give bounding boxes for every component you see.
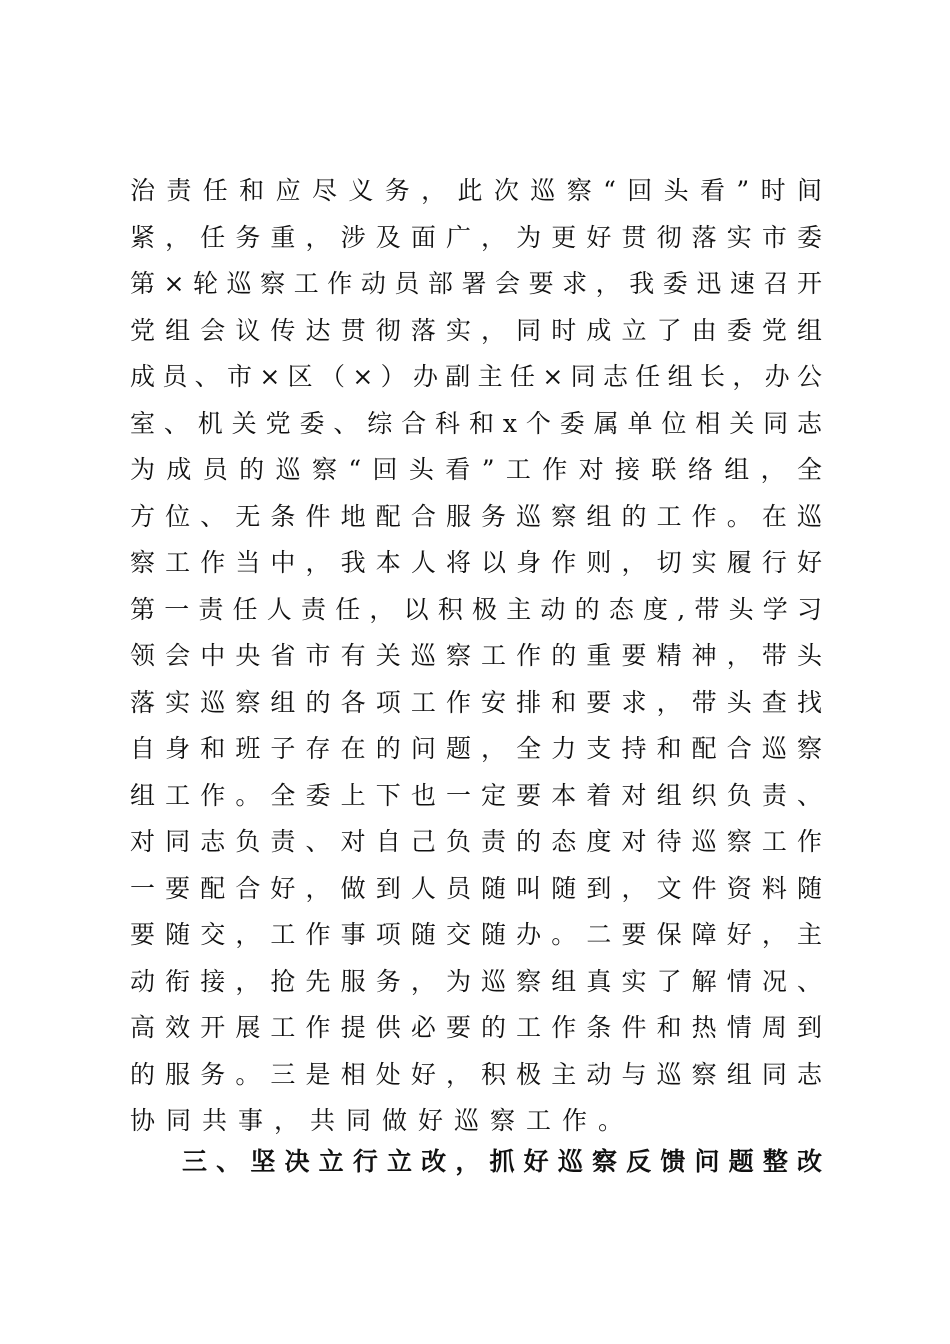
body-line: 的服务。三是相处好，积极主动与巡察组同志: [130, 1059, 822, 1089]
body-line: 成员、市×区（×）办副主任×同志任组长，办公: [130, 362, 822, 391]
body-line: 高效开展工作提供必要的工作条件和热情周到: [130, 1013, 822, 1042]
body-line: 党组会议传达贯彻落实，同时成立了由委党组: [130, 315, 822, 345]
body-line: 一要配合好，做到人员随叫随到，文件资料随: [130, 873, 822, 903]
section-heading: 三、坚决立行立改，抓好巡察反馈问题整改: [182, 1147, 822, 1176]
body-line: 察工作当中，我本人将以身作则，切实履行好: [130, 548, 822, 577]
body-line: 第一责任人责任，以积极主动的态度,带头学习: [130, 594, 822, 624]
body-line: 要随交，工作事项随交随办。二要保障好，主: [130, 920, 822, 949]
body-line: 自身和班子存在的问题，全力支持和配合巡察: [130, 734, 822, 763]
body-line: 协同共事，共同做好巡察工作。: [130, 1106, 635, 1135]
body-line: 动衔接，抢先服务，为巡察组真实了解情况、: [130, 966, 822, 996]
body-line: 组工作。全委上下也一定要本着对组织负责、: [130, 780, 822, 810]
body-line: 紧，任务重，涉及面广，为更好贯彻落实市委: [130, 222, 822, 252]
body-line: 为成员的巡察“回头看”工作对接联络组，全: [130, 455, 822, 484]
body-line: 对同志负责、对自己负责的态度对待巡察工作: [130, 827, 822, 856]
body-line: 室、机关党委、综合科和x个委属单位相关同志: [130, 408, 822, 438]
body-line: 治责任和应尽义务，此次巡察“回头看”时间: [130, 176, 822, 205]
body-line: 第×轮巡察工作动员部署会要求，我委迅速召开: [130, 269, 822, 298]
body-line: 领会中央省市有关巡察工作的重要精神，带头: [130, 641, 822, 670]
body-line: 落实巡察组的各项工作安排和要求，带头查找: [130, 687, 822, 717]
body-line: 方位、无条件地配合服务巡察组的工作。在巡: [130, 501, 822, 531]
body-paragraph: [130, 168, 822, 1145]
